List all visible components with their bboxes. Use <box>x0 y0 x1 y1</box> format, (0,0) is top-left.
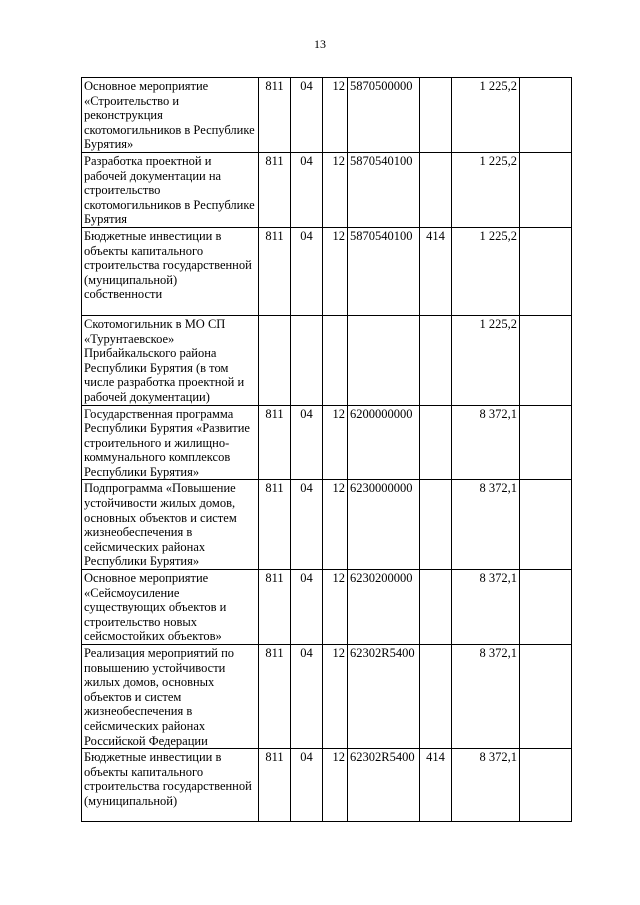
row-vr <box>420 315 452 405</box>
row-vr <box>420 152 452 227</box>
row-gr: 811 <box>259 480 291 570</box>
row-rz <box>291 315 323 405</box>
row-csr: 6230000000 <box>348 480 420 570</box>
row-gr: 811 <box>259 570 291 645</box>
table-row <box>82 749 572 822</box>
row-gr: 811 <box>259 749 291 822</box>
row-pr: 12 <box>323 749 348 822</box>
row-name: Разработка проектной и рабочей документации на строительство скотомогильников в Республике Бурятия <box>82 152 259 227</box>
row-csr: 62302R5400 <box>348 749 420 822</box>
row-rz: 04 <box>291 480 323 570</box>
row-sum: 1 225,2 <box>452 227 520 315</box>
row-extra <box>520 749 572 822</box>
table-row <box>82 405 572 480</box>
row-gr: 811 <box>259 405 291 480</box>
row-csr: 6200000000 <box>348 405 420 480</box>
table-row <box>82 227 572 315</box>
row-name: Бюджетные инвестиции в объекты капитального строительства государственной (муниципальной) <box>82 749 259 822</box>
table-row <box>82 78 572 153</box>
row-rz: 04 <box>291 152 323 227</box>
row-csr <box>348 315 420 405</box>
row-gr: 811 <box>259 78 291 153</box>
row-name: Основное мероприятие «Сейсмоусиление существующих объектов и строительство новых сейсмостойких объектов» <box>82 570 259 645</box>
row-csr: 62302R5400 <box>348 645 420 749</box>
row-rz: 04 <box>291 749 323 822</box>
row-name: Скотомогильник в МО СП «Турунтаевское» Прибайкальского района Республики Бурятия (в том числе разработка проектной и рабочей документации) <box>82 315 259 405</box>
row-vr <box>420 480 452 570</box>
row-extra <box>520 152 572 227</box>
row-pr: 12 <box>323 645 348 749</box>
row-name: Основное мероприятие «Строительство и реконструкция скотомогильников в Республике Бурятия» <box>82 78 259 153</box>
row-vr <box>420 645 452 749</box>
budget-table <box>81 77 572 822</box>
row-sum: 1 225,2 <box>452 315 520 405</box>
row-name: Бюджетные инвестиции в объекты капитального строительства государственной (муниципальной) собственности <box>82 227 259 315</box>
row-extra <box>520 480 572 570</box>
table-row <box>82 570 572 645</box>
row-extra <box>520 405 572 480</box>
row-name: Подпрограмма «Повышение устойчивости жилых домов, основных объектов и систем жизнеобеспечения в сейсмических районах Республики Бурятия» <box>82 480 259 570</box>
page-number: 13 <box>314 37 326 51</box>
row-rz: 04 <box>291 570 323 645</box>
row-rz: 04 <box>291 227 323 315</box>
row-extra <box>520 315 572 405</box>
row-pr: 12 <box>323 227 348 315</box>
row-sum: 8 372,1 <box>452 570 520 645</box>
row-extra <box>520 227 572 315</box>
table-row <box>82 480 572 570</box>
row-sum: 8 372,1 <box>452 480 520 570</box>
row-sum: 8 372,1 <box>452 405 520 480</box>
row-extra <box>520 645 572 749</box>
row-extra <box>520 570 572 645</box>
table-row <box>82 315 572 405</box>
row-sum: 1 225,2 <box>452 152 520 227</box>
row-name: Государственная программа Республики Бурятия «Развитие строительного и жилищно-коммунального комплексов Республики Бурятия» <box>82 405 259 480</box>
row-csr: 5870500000 <box>348 78 420 153</box>
row-gr: 811 <box>259 645 291 749</box>
row-sum: 8 372,1 <box>452 645 520 749</box>
row-vr <box>420 78 452 153</box>
row-pr: 12 <box>323 405 348 480</box>
row-sum: 1 225,2 <box>452 78 520 153</box>
row-name: Реализация мероприятий по повышению устойчивости жилых домов, основных объектов и систем жизнеобеспечения в сейсмических районах Российской Федерации <box>82 645 259 749</box>
row-gr <box>259 315 291 405</box>
row-vr <box>420 405 452 480</box>
row-vr: 414 <box>420 227 452 315</box>
row-rz: 04 <box>291 78 323 153</box>
row-rz: 04 <box>291 645 323 749</box>
row-gr: 811 <box>259 227 291 315</box>
row-pr <box>323 315 348 405</box>
table-row <box>82 152 572 227</box>
row-sum: 8 372,1 <box>452 749 520 822</box>
row-extra <box>520 78 572 153</box>
row-rz: 04 <box>291 405 323 480</box>
row-vr <box>420 570 452 645</box>
row-csr: 6230200000 <box>348 570 420 645</box>
row-csr: 5870540100 <box>348 227 420 315</box>
row-pr: 12 <box>323 152 348 227</box>
row-csr: 5870540100 <box>348 152 420 227</box>
row-pr: 12 <box>323 480 348 570</box>
row-vr: 414 <box>420 749 452 822</box>
table-row <box>82 645 572 749</box>
row-pr: 12 <box>323 78 348 153</box>
row-pr: 12 <box>323 570 348 645</box>
row-gr: 811 <box>259 152 291 227</box>
